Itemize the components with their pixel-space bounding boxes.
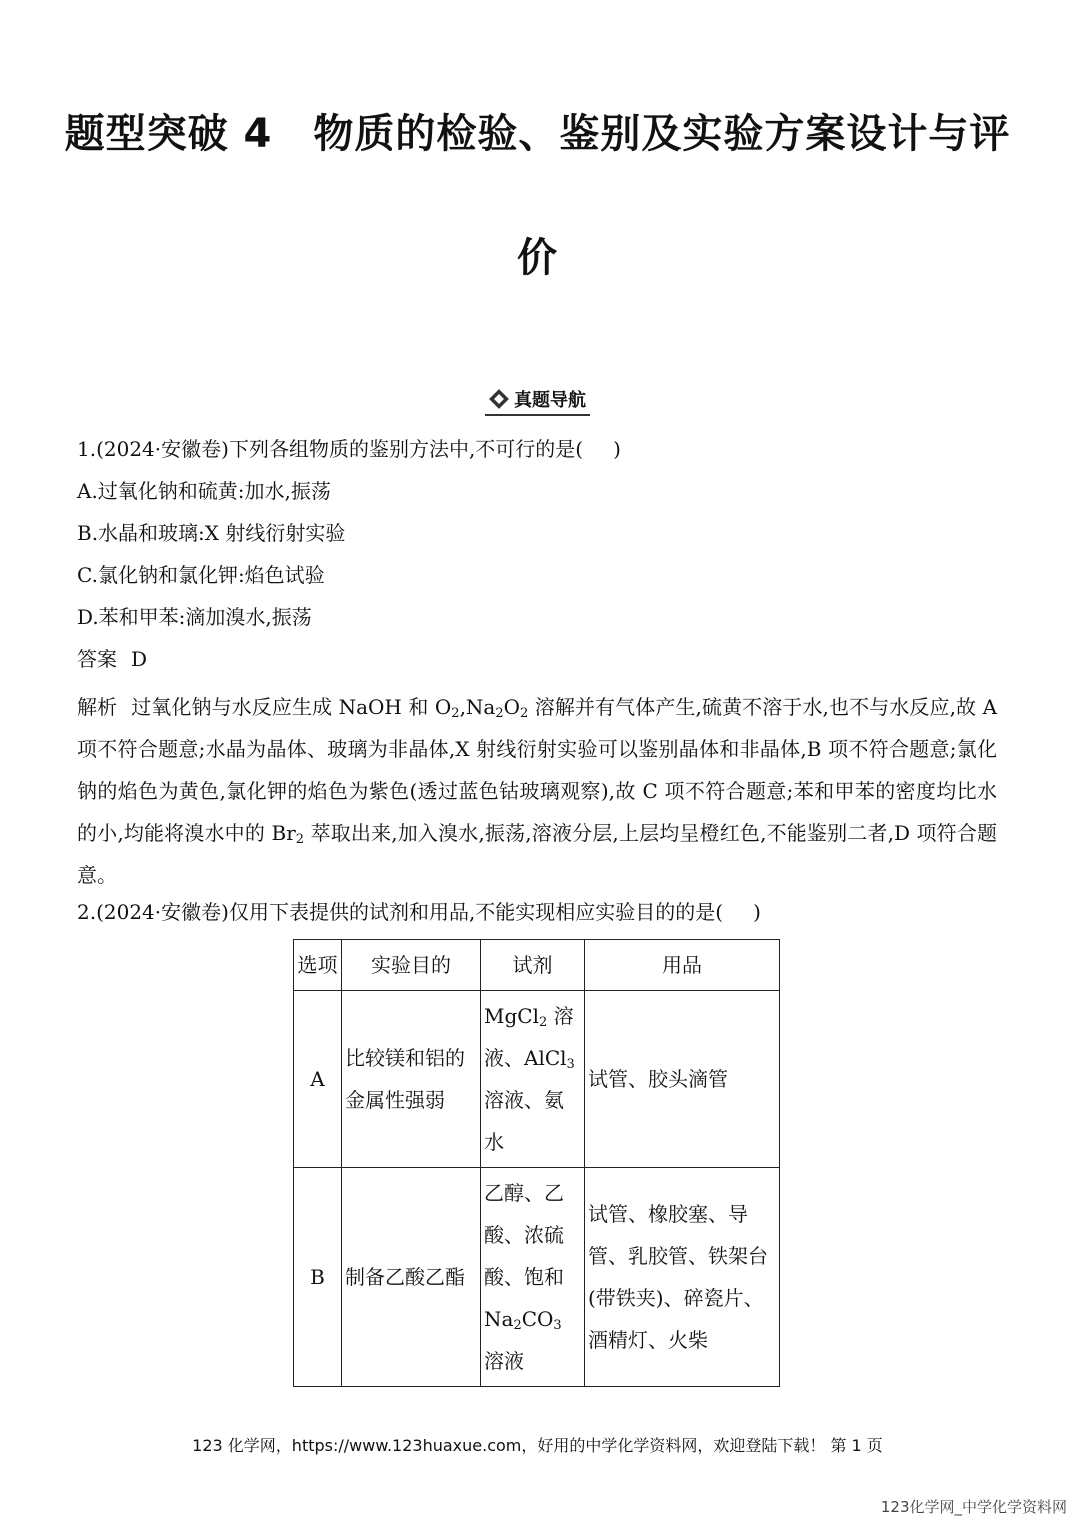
subscript: 2: [495, 706, 504, 721]
diamond-icon: [489, 389, 509, 409]
expl-text: ,Na: [459, 695, 496, 719]
row-reagent: [481, 991, 585, 1168]
reagent-text: 溶液、AlCl: [484, 1004, 574, 1070]
header-items: 用品: [585, 940, 780, 991]
explanation-label: 解析: [77, 695, 118, 719]
q2-stem: [77, 900, 761, 924]
watermark: 123化学网_中学化学资料网: [880, 1498, 1067, 1516]
reagent-text: CO: [521, 1307, 554, 1331]
q2-stem-text: 2.(2024·安徽卷)仅用下表提供的试剂和用品,不能实现相应实验目的的是(: [77, 900, 724, 924]
header-purpose: 实验目的: [342, 940, 481, 991]
table-row: [294, 1168, 780, 1387]
section-badge: [485, 386, 590, 416]
subscript: 2: [520, 706, 529, 721]
page-footer: 123 化学网，https://www.123huaxue.com，好用的中学化学资料网，欢迎登陆下载！ 第 1 页: [192, 1436, 883, 1455]
q1-option-c: C.氯化钠和氯化钾:焰色试验: [77, 563, 325, 587]
table-header-row: [294, 940, 780, 991]
subscript: 2: [513, 1318, 522, 1333]
reagent-text: 溶液、氨水: [484, 1088, 564, 1154]
section-header: [0, 386, 1075, 416]
row-purpose: 制备乙酸乙酯: [342, 1168, 481, 1387]
subscript: 3: [566, 1057, 575, 1072]
q1-explanation: [77, 686, 997, 896]
section-badge-label: 真题导航: [514, 390, 586, 411]
row-purpose: 比较镁和铝的金属性强弱: [342, 991, 481, 1168]
q1-option-d: D.苯和甲苯:滴加溴水,振荡: [77, 605, 312, 629]
q1-stem-text: 1.(2024·安徽卷)下列各组物质的鉴别方法中,不可行的是(: [77, 437, 584, 461]
q1-stem: [77, 437, 621, 461]
expl-text: 萃取出来,加入溴水,振荡,溶液分层,上层均呈橙红色,不能鉴别二者,D 项符合题意。: [77, 821, 997, 887]
row-reagent: [481, 1168, 585, 1387]
reagent-text: 溶液: [484, 1349, 524, 1373]
row-items: 试管、橡胶塞、导管、乳胶管、铁架台(带铁夹)、碎瓷片、酒精灯、火柴: [585, 1168, 780, 1387]
header-option: 选项: [294, 940, 342, 991]
reagent-text: 乙醇、乙酸、浓硫酸、饱和 Na: [484, 1181, 564, 1331]
expl-text: O: [503, 695, 521, 719]
expl-text: 过氧化钠与水反应生成 NaOH 和 O: [131, 695, 452, 719]
answer-label: 答案: [77, 647, 117, 671]
page-title-line2: 价: [517, 235, 558, 281]
expl-text: 溶解并有气体产生,硫黄不溶于水,也不与水反应,故 A 项不符合题意;水晶为晶体、玻璃为非晶体,X 射线衍射实验可以鉴别晶体和非晶体,B 项不符合题意;氯化钠的焰色为黄色,氯化钾的焰色为紫色(透过蓝色钴玻璃观察),故 C 项不符合题意;苯和甲苯的密度均比水的小,均能将溴水中的 Br: [77, 695, 998, 845]
subscript: 2: [451, 706, 460, 721]
answer-value: D: [131, 647, 148, 671]
q1-option-b: B.水晶和玻璃:X 射线衍射实验: [77, 521, 346, 545]
subscript: 3: [553, 1318, 562, 1333]
row-option: A: [294, 991, 342, 1168]
q1-stem-end: ): [613, 437, 621, 461]
header-reagent: 试剂: [481, 940, 585, 991]
q2-stem-end: ): [753, 900, 761, 924]
page-title-line1: 题型突破 4 物质的检验、鉴别及实验方案设计与评: [64, 111, 1011, 157]
q1-option-a: A.过氧化钠和硫黄:加水,振荡: [77, 479, 331, 503]
subscript: 2: [538, 1015, 548, 1030]
row-items: 试管、胶头滴管: [585, 991, 780, 1168]
row-option: B: [294, 1168, 342, 1387]
q1-answer: [77, 647, 147, 671]
subscript: 2: [295, 832, 305, 847]
reagent-text: MgCl: [484, 1004, 539, 1028]
table-row: [294, 991, 780, 1168]
q2-table: [293, 939, 780, 1387]
